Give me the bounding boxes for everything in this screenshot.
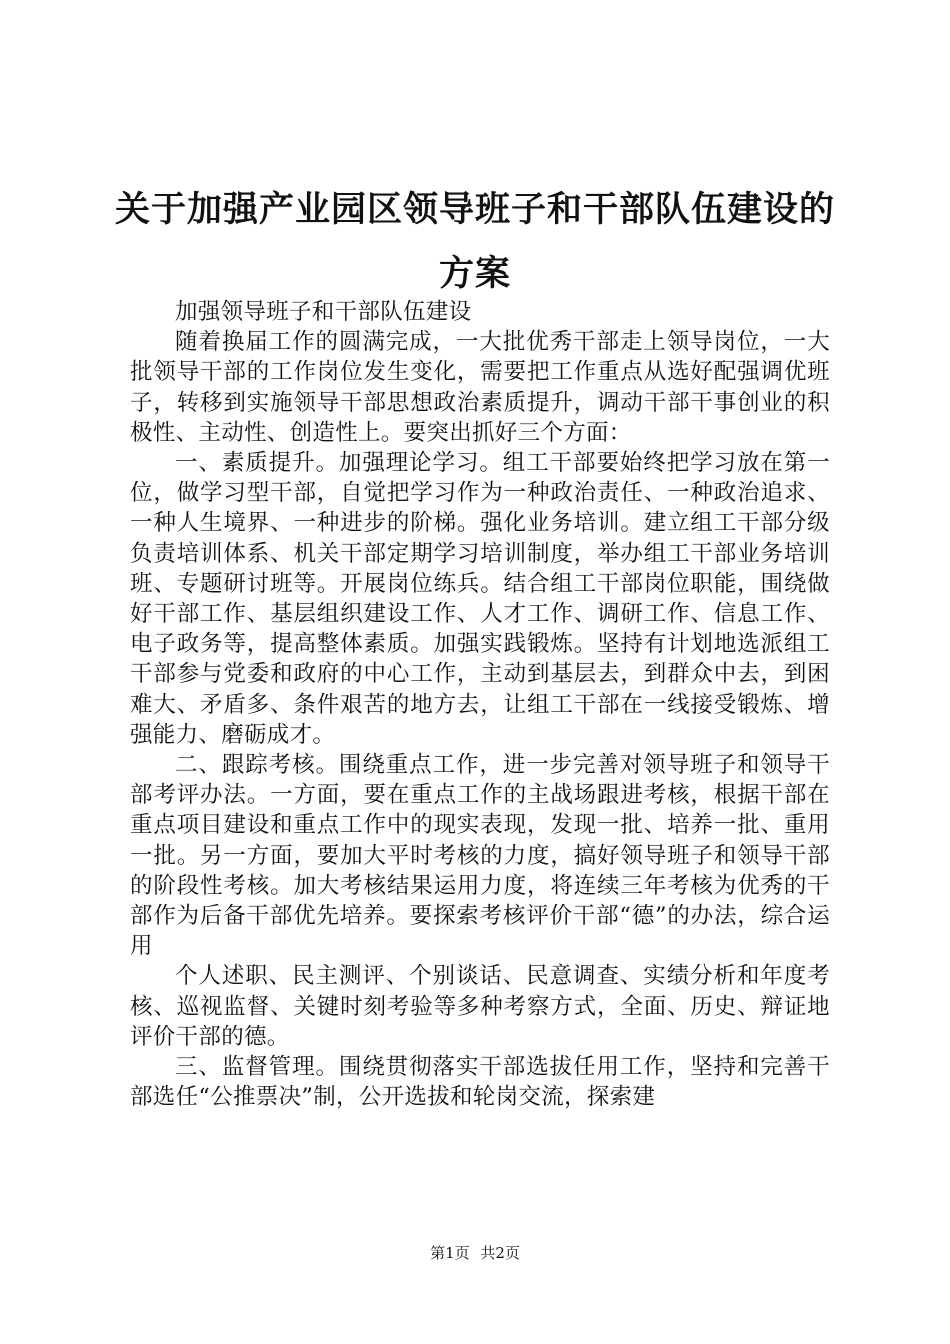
page-total: 共2页	[480, 1244, 520, 1262]
document-body	[130, 297, 830, 1112]
body-paragraph: 随着换届工作的圆满完成，一大批优秀干部走上领导岗位，一大批领导干部的工作岗位发生变化，需要把工作重点从选好配强调优班子，转移到实施领导干部思想政治素质提升，调动干部干事创业的积极性、主动性、创造性上。要突出抓好三个方面：	[130, 329, 830, 446]
page-number: 第1页	[430, 1244, 470, 1262]
body-paragraph: 加强领导班子和干部队伍建设	[175, 299, 472, 325]
page-footer	[0, 1243, 950, 1263]
body-paragraph: 二、跟踪考核。围绕重点工作，进一步完善对领导班子和领导干部考评办法。一方面，要在重点工作的主战场跟进考核，根据干部在重点项目建设和重点工作中的现实表现，发现一批、培养一批、重用一批。另一方面，要加大平时考核的力度，搞好领导班子和领导干部的阶段性考核。加大考核结果运用力度，将连续三年考核为优秀的干部作为后备干部优先培养。要探索考核评价干部“德”的办法，综合运用	[130, 752, 830, 960]
body-paragraph: 一、素质提升。加强理论学习。组工干部要始终把学习放在第一位，做学习型干部，自觉把学习作为一种政治责任、一种政治追求、一种人生境界、一种进步的阶梯。强化业务培训。建立组工干部分级负责培训体系、机关干部定期学习培训制度，举办组工干部业务培训班、专题研讨班等。开展岗位练兵。结合组工干部岗位职能，围绕做好干部工作、基层组织建设工作、人才工作、调研工作、信息工作、电子政务等，提高整体素质。加强实践锻炼。坚持有计划地选派组工干部参与党委和政府的中心工作，主动到基层去，到群众中去，到困难大、矛盾多、条件艰苦的地方去，让组工干部在一线接受锻炼、增强能力、磨砺成才。	[130, 450, 830, 748]
body-paragraph: 三、监督管理。围绕贯彻落实干部选拔任用工作，坚持和完善干部选任“公推票决”制，公开选拔和轮岗交流，探索建	[130, 1054, 830, 1111]
body-paragraph: 个人述职、民主测评、个别谈话、民意调查、实绩分析和年度考核、巡视监督、关键时刻考验等多种考察方式，全面、历史、辩证地评价干部的德。	[130, 963, 830, 1050]
document-title: 关于加强产业园区领导班子和干部队伍建设的方案	[114, 190, 835, 294]
